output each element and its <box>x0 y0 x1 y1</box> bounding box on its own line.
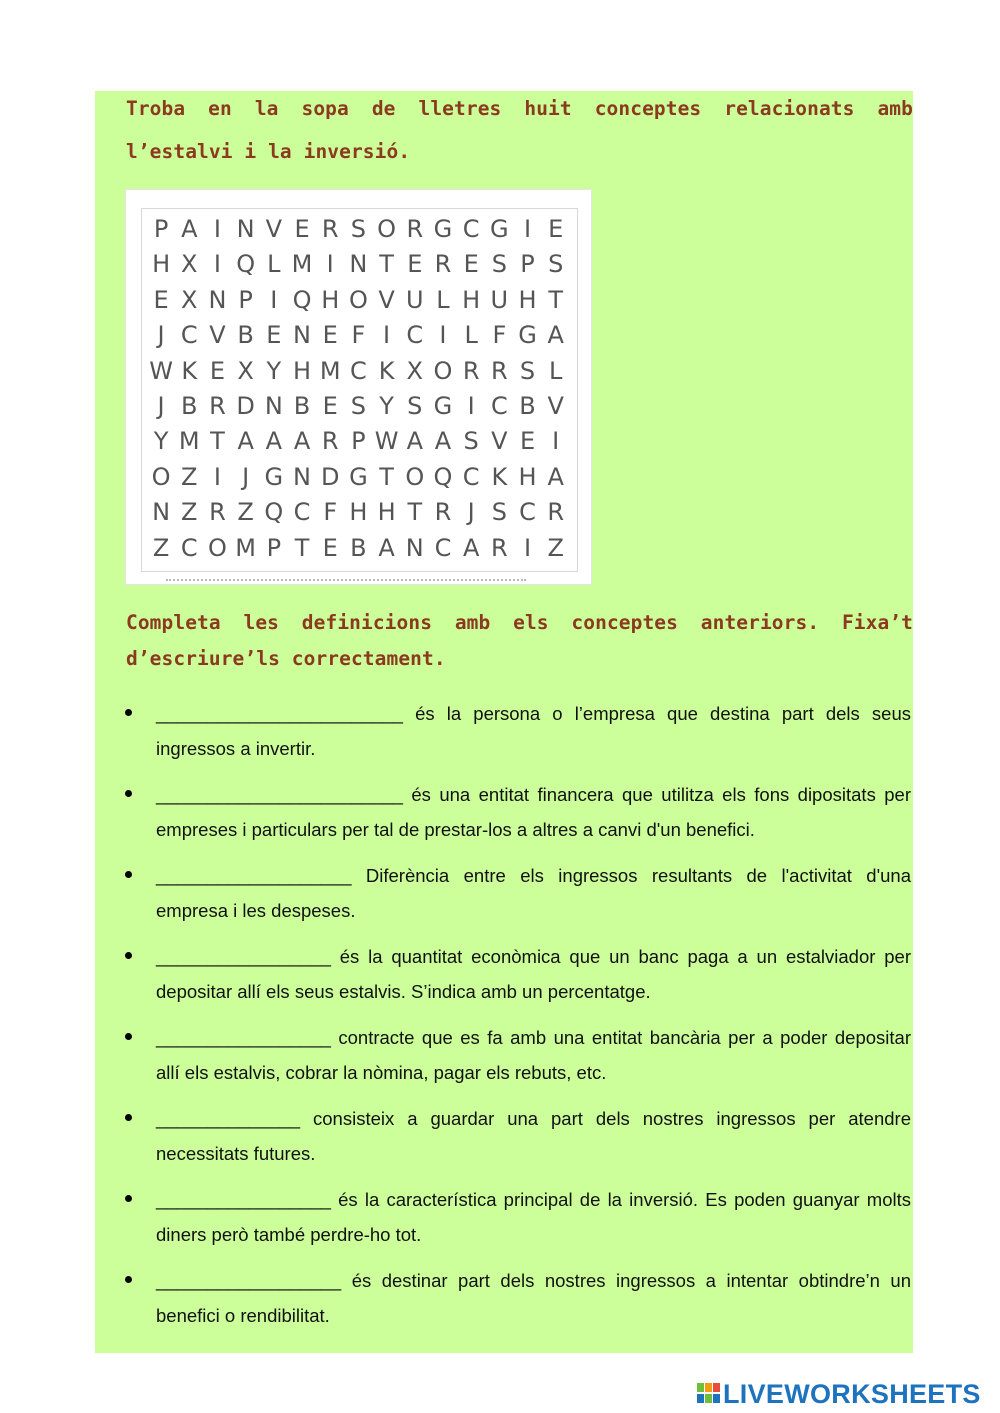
word-search-letter: S <box>350 215 367 243</box>
word-search-letter: I <box>552 427 560 456</box>
word-search-letter: P <box>351 427 366 456</box>
word-search-letter: Z <box>181 462 198 491</box>
word-search-letter: I <box>213 462 221 491</box>
word-search-letter: H <box>321 285 340 314</box>
word-search-letter: P <box>266 533 282 562</box>
word-search-letter: A <box>462 533 480 562</box>
word-search-letter: X <box>237 356 254 385</box>
definitions-list <box>125 696 915 1344</box>
word-search-letter: C <box>462 215 480 243</box>
word-search-letter: B <box>181 391 198 420</box>
word-search-letter: F <box>323 498 338 527</box>
word-search-letter: E <box>463 250 479 279</box>
word-search-letter: R <box>491 356 508 385</box>
word-search-letter: T <box>548 285 564 314</box>
bullet-icon <box>125 952 132 959</box>
word-search-letter: C <box>490 391 508 420</box>
definition-text: _________________ contracte que es fa amb una entitat bancària per a poder depositar allí els estalvis, cobrar la nòmina, pagar els rebuts, etc. <box>156 1027 911 1083</box>
word-search-letter: B <box>350 533 367 562</box>
word-search-letter: R <box>547 498 565 527</box>
word-search-letter: S <box>548 250 564 279</box>
word-search-letter: C <box>462 462 480 491</box>
word-search-letter: S <box>519 356 536 385</box>
word-search-letter: C <box>293 498 311 527</box>
word-search-letter: Y <box>379 391 394 420</box>
word-search-letter: R <box>321 215 339 243</box>
word-search-letter: A <box>547 462 564 491</box>
list-item <box>125 1263 915 1344</box>
word-search-letter: B <box>293 391 311 420</box>
list-item <box>125 1101 915 1182</box>
word-search-letter: C <box>350 356 367 385</box>
word-search-letter: C <box>434 533 452 562</box>
word-search-letter: G <box>349 462 368 491</box>
word-search-letter: I <box>523 215 532 243</box>
word-search-letter: H <box>293 356 312 385</box>
bullet-icon <box>125 871 132 878</box>
word-search-letter: S <box>407 391 423 420</box>
word-search-letter: G <box>433 215 453 243</box>
word-search-letter: D <box>236 391 255 420</box>
word-search-letter: J <box>157 391 165 420</box>
word-search-letter: C <box>519 498 536 527</box>
word-search-letter: U <box>490 285 509 314</box>
word-search-letter: A <box>547 321 564 350</box>
word-search-letter: C <box>406 321 424 350</box>
word-search-letter: N <box>152 498 171 527</box>
word-search-letter: X <box>181 250 198 279</box>
logo-text: LIVEWORKSHEETS <box>723 1378 981 1409</box>
word-search-letter: E <box>407 250 423 279</box>
list-item <box>125 777 915 858</box>
word-search-letter: F <box>351 321 366 350</box>
word-search-letter: E <box>322 321 338 350</box>
word-search-letter: H <box>518 285 537 314</box>
worksheet-title: Troba en la sopa de lletres huit conceptes relacionats amb l’estalvi i la inversió. <box>126 97 913 163</box>
word-search-letter: C <box>180 321 198 350</box>
word-search-letter: X <box>181 285 198 314</box>
word-search-letter: V <box>547 391 564 420</box>
word-search-letter: K <box>378 356 395 385</box>
word-search-letter: Q <box>264 498 284 527</box>
definition-text: ___________________ Diferència entre els ingressos resultants de l'activitat d'una empresa i les despeses. <box>156 865 911 921</box>
word-search-letter: N <box>293 321 311 350</box>
word-search-letter: A <box>181 215 198 243</box>
word-search-letter: T <box>379 462 394 491</box>
word-search-letter: K <box>181 356 198 385</box>
word-search-letter: K <box>491 462 508 491</box>
word-search-letter: R <box>491 533 508 562</box>
word-search-letter: O <box>208 533 227 562</box>
word-search-letter: B <box>519 391 536 420</box>
image-caption-remnant <box>166 579 526 584</box>
word-search-letter: P <box>153 215 169 243</box>
word-search-letter: A <box>378 533 395 562</box>
word-search-letter: L <box>464 321 478 350</box>
word-search-letter: N <box>264 391 283 420</box>
list-item <box>125 939 915 1020</box>
word-search-letter: H <box>349 498 368 527</box>
word-search-letter: E <box>322 391 338 420</box>
liveworksheets-logo[interactable] <box>697 1380 981 1408</box>
word-search-letter: E <box>322 533 338 562</box>
definition-text: __________________ és destinar part dels nostres ingressos a intentar obtindre’n un benefici o rendibilitat. <box>156 1270 911 1326</box>
word-search-letter: F <box>492 321 507 350</box>
word-search-letter: W <box>149 356 173 385</box>
word-search-letter: G <box>433 391 453 420</box>
word-search-letter: P <box>520 250 535 279</box>
word-search-image <box>125 189 592 585</box>
word-search-grid <box>147 212 570 566</box>
word-search-letter: S <box>350 391 367 420</box>
word-search-letter: T <box>210 427 225 456</box>
bullet-icon <box>125 1114 132 1121</box>
word-search-letter: I <box>326 250 334 279</box>
word-search-letter: H <box>462 285 481 314</box>
bullet-icon <box>125 1195 132 1202</box>
word-search-letter: Y <box>153 427 169 456</box>
bullet-icon <box>125 709 132 716</box>
word-search-letter: Q <box>236 250 256 279</box>
word-search-letter: M <box>235 533 257 562</box>
word-search-letter: U <box>405 285 424 314</box>
word-search-letter: G <box>264 462 284 491</box>
word-search-letter: V <box>209 321 226 350</box>
word-search-letter: P <box>238 285 253 314</box>
word-search-letter: N <box>405 533 424 562</box>
list-item <box>125 696 915 777</box>
definition-text: _________________ és la quantitat econòmica que un banc paga a un estalviador per depositar allí els seus estalvis. S’indica amb un percentatge. <box>156 946 911 1002</box>
word-search-letter: S <box>491 250 507 279</box>
word-search-letter: N <box>236 215 255 243</box>
word-search-letter: L <box>549 356 563 385</box>
word-search-letter: R <box>209 391 226 420</box>
definition-text: ________________________ és la persona o l’empresa que destina part dels seus ingressos a invertir. <box>156 703 911 759</box>
word-search-letter: V <box>265 215 283 243</box>
word-search-letter: B <box>237 321 254 350</box>
word-search-letter: T <box>379 250 394 279</box>
word-search-letter: N <box>293 462 311 491</box>
word-search-letter: V <box>378 285 395 314</box>
word-search-letter: I <box>213 250 221 279</box>
word-search-letter: V <box>491 427 508 456</box>
word-search-letter: A <box>265 427 283 456</box>
word-search-letter: I <box>467 391 475 420</box>
word-search-letter: N <box>208 285 227 314</box>
word-search-letter: R <box>434 250 452 279</box>
word-search-letter: Z <box>547 533 564 562</box>
word-search-letter: H <box>377 498 396 527</box>
word-search-letter: T <box>407 498 423 527</box>
word-search-letter: C <box>180 533 198 562</box>
word-search-letter: O <box>348 285 368 314</box>
word-search-letter: R <box>406 215 424 243</box>
word-search-letter: E <box>294 215 310 243</box>
word-search-letter: E <box>209 356 226 385</box>
word-search-letter: E <box>548 215 564 243</box>
word-search-letter: Q <box>433 462 453 491</box>
word-search-letter: I <box>439 321 447 350</box>
word-search-letter: E <box>153 285 169 314</box>
word-search-letter: G <box>518 321 537 350</box>
word-search-letter: S <box>491 498 507 527</box>
word-search-letter: Y <box>266 356 282 385</box>
word-search-letter: J <box>467 498 475 527</box>
word-search-letter: G <box>490 215 509 243</box>
word-search-letter: O <box>433 356 453 385</box>
word-search-letter: H <box>518 462 537 491</box>
bullet-icon <box>125 1276 132 1283</box>
list-item <box>125 858 915 939</box>
word-search-letter: M <box>319 356 341 385</box>
word-search-letter: W <box>374 427 399 456</box>
word-search-letter: J <box>242 462 250 491</box>
word-search-letter: R <box>209 498 226 527</box>
word-search-letter: O <box>151 462 171 491</box>
word-search-letter: A <box>237 427 254 456</box>
word-search-letter: Z <box>152 533 170 562</box>
word-search-letter: I <box>523 533 532 562</box>
word-search-letter: E <box>519 427 536 456</box>
definition-text: _________________ és la característica principal de la inversió. Es poden guanyar molts diners però també perdre-ho tot. <box>156 1189 911 1245</box>
bullet-icon <box>125 1033 132 1040</box>
list-item <box>125 1182 915 1263</box>
word-search-letter: L <box>436 285 450 314</box>
word-search-letter: O <box>405 462 425 491</box>
word-search-letter: D <box>320 462 340 491</box>
word-search-letter: Q <box>292 285 312 314</box>
word-search-letter: R <box>434 498 452 527</box>
word-search-letter: A <box>406 427 423 456</box>
word-search-letter: Z <box>237 498 254 527</box>
word-search-letter: O <box>377 215 397 243</box>
definition-text: ______________ consisteix a guardar una part dels nostres ingressos per atendre necessitats futures. <box>156 1108 911 1164</box>
word-search-letter: L <box>267 250 281 279</box>
word-search-letter: I <box>383 321 391 350</box>
word-search-letter: R <box>321 427 339 456</box>
word-search-letter: M <box>291 250 313 279</box>
word-search-letter: A <box>434 427 452 456</box>
word-search-letter: H <box>152 250 171 279</box>
word-search-letter: I <box>213 215 221 243</box>
word-search-letter: Z <box>181 498 198 527</box>
bullet-icon <box>125 790 132 797</box>
word-search-letter: M <box>178 427 200 456</box>
word-search-letter: R <box>462 356 480 385</box>
worksheet-subtitle: Completa les definicions amb els conceptes anteriors. Fixa’t d’escriure’ls correctament. <box>126 611 913 670</box>
definition-text: ________________________ és una entitat financera que utilitza els fons dipositats per empreses i particulars per tal de prestar-los a altres a canvi d'un benefici. <box>156 784 911 840</box>
word-search-letter: T <box>294 533 310 562</box>
word-search-letter: I <box>270 285 278 314</box>
word-search-letter: S <box>463 427 479 456</box>
list-item <box>125 1020 915 1101</box>
word-search-letter: J <box>157 321 165 350</box>
logo-mark-icon <box>697 1383 721 1405</box>
word-search-letter: A <box>293 427 311 456</box>
word-search-letter: N <box>349 250 368 279</box>
word-search-letter: E <box>266 321 282 350</box>
word-search-letter: X <box>406 356 423 385</box>
